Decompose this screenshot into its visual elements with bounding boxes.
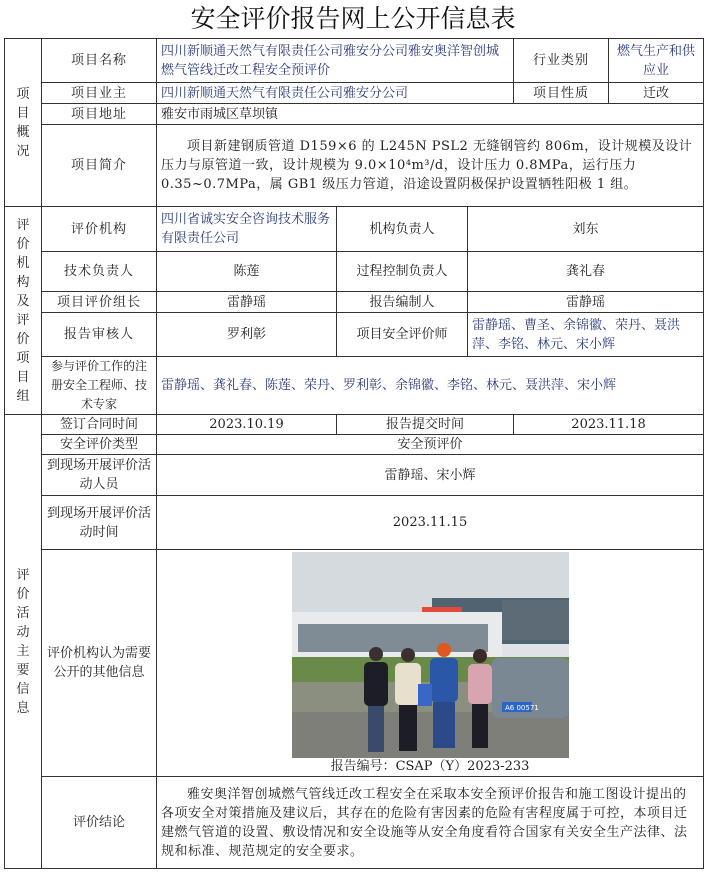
- owner-label: 项目业主: [42, 83, 157, 104]
- head-label: 机构负责人: [337, 207, 468, 252]
- other-info-cell: [157, 550, 704, 777]
- submit-label: 报告提交时间: [337, 415, 514, 435]
- engineers-label: 参与评价工作的注册安全工程师、技术专家: [42, 357, 157, 415]
- head-value: 刘东: [468, 207, 704, 252]
- intro-label: 项目简介: [42, 125, 157, 207]
- tech-value: 陈莲: [157, 252, 337, 292]
- other-info-label: 评价机构认为需要公开的其他信息: [42, 550, 157, 777]
- conclusion-value: 雅安奥洋智创城燃气管线迁改工程安全在采取本安全预评价报告和施工图设计提出的各项安全对策措施及建议后，其存在的危险有害因素的危险有害程度属于可控，本项目迁建燃气管道的设置、敷设情况和安全设施等从安全角度看符合国家有关安全生产法律、法规和标准、规范规定的安全要求。: [157, 777, 704, 869]
- tech-label: 技术负责人: [42, 252, 157, 292]
- writer-value: 雷静瑶: [468, 292, 704, 313]
- industry-value: 燃气生产和供应业: [609, 39, 704, 83]
- car-plate-text: A6 00571: [504, 704, 539, 712]
- address-value: 雅安市雨城区草坝镇: [157, 104, 704, 125]
- project-name-value: 四川新顺通天然气有限责任公司雅安分公司雅安奥洋智创城燃气管线迁改工程安全预评价: [157, 39, 514, 83]
- engineers-value: 雷静瑶、龚礼春、陈莲、荣丹、罗利彰、余锦徽、李铭、林元、聂洪萍、宋小辉: [157, 357, 704, 415]
- staff-label: 到现场开展评价活动人员: [42, 455, 157, 496]
- page-title: 安全评价报告网上公开信息表: [190, 4, 516, 33]
- info-table: [4, 38, 704, 869]
- process-label: 过程控制负责人: [337, 252, 468, 292]
- site-photo: [292, 552, 569, 758]
- time-value: 2023.11.15: [157, 496, 704, 550]
- agency-value: 四川省诚实安全咨询技术服务有限责任公司: [157, 207, 337, 252]
- leader-value: 雷静瑶: [157, 292, 337, 313]
- agency-label: 评价机构: [42, 207, 157, 252]
- nature-label: 项目性质: [514, 83, 609, 104]
- contract-value: 2023.10.19: [157, 415, 337, 435]
- report-number: 报告编号：CSAP（Y）2023-233: [330, 759, 530, 774]
- owner-value: 四川新顺通天然气有限责任公司雅安分公司: [157, 83, 514, 104]
- section-org: 评价机构及评价项目组: [5, 207, 42, 415]
- nature-value: 迁改: [609, 83, 704, 104]
- industry-label: 行业类别: [514, 39, 609, 83]
- evaluator-value: 雷静瑶、曹圣、余锦徽、荣丹、聂洪萍、李铭、林元、宋小辉: [468, 313, 704, 357]
- staff-value: 雷静瑶、宋小辉: [157, 455, 704, 496]
- reviewer-label: 报告审核人: [42, 313, 157, 357]
- time-label: 到现场开展评价活动时间: [42, 496, 157, 550]
- conclusion-label: 评价结论: [42, 777, 157, 869]
- address-label: 项目地址: [42, 104, 157, 125]
- project-name-label: 项目名称: [42, 39, 157, 83]
- submit-value: 2023.11.18: [514, 415, 704, 435]
- writer-label: 报告编制人: [337, 292, 468, 313]
- section-overview: 项目概况: [5, 39, 42, 207]
- process-value: 龚礼春: [468, 252, 704, 292]
- evaluator-label: 项目安全评价师: [337, 313, 468, 357]
- type-value: 安全预评价: [157, 435, 704, 455]
- reviewer-value: 罗利彰: [157, 313, 337, 357]
- intro-value: 项目新建钢质管道 D159×6 的 L245N PSL2 无缝钢管约 806m，设计规模及设计压力与原管道一致，设计规模为 9.0×10⁴m³/d，设计压力 0.8MPa，运行压力 0.35~0.7MPa，属 GB1 级压力管道，沿途设置阴极保护设置牺牲阳极 1 组。: [157, 125, 704, 207]
- type-label: 安全评价类型: [42, 435, 157, 455]
- section-activity: 评价活动主要信息: [5, 415, 42, 869]
- leader-label: 项目评价组长: [42, 292, 157, 313]
- contract-label: 签订合同时间: [42, 415, 157, 435]
